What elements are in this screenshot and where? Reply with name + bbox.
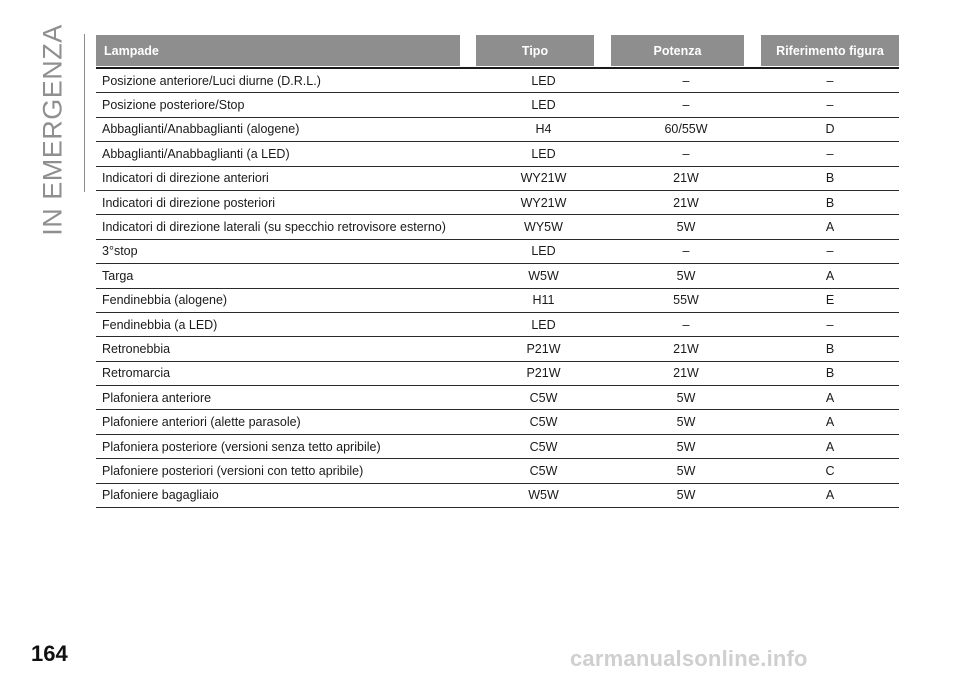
- cell-figure-ref: A: [761, 483, 899, 507]
- cell-figure-ref: –: [761, 93, 899, 117]
- lamp-table: [96, 34, 899, 508]
- cell-figure-ref: E: [761, 288, 899, 312]
- cell-lamp-name: Plafoniera anteriore: [96, 386, 476, 410]
- cell-figure-ref: A: [761, 264, 899, 288]
- table-row: [96, 410, 899, 434]
- table-row: [96, 312, 899, 336]
- cell-power: –: [611, 68, 761, 93]
- header-lampade: Lampade: [96, 34, 476, 68]
- cell-lamp-name: Fendinebbia (alogene): [96, 288, 476, 312]
- cell-lamp-name: Abbaglianti/Anabbaglianti (a LED): [96, 142, 476, 166]
- table-row: [96, 142, 899, 166]
- cell-type: C5W: [476, 434, 611, 458]
- cell-type: WY21W: [476, 190, 611, 214]
- cell-figure-ref: B: [761, 190, 899, 214]
- cell-type: P21W: [476, 361, 611, 385]
- cell-type: W5W: [476, 483, 611, 507]
- cell-power: 5W: [611, 215, 761, 239]
- cell-power: 5W: [611, 483, 761, 507]
- cell-lamp-name: Targa: [96, 264, 476, 288]
- cell-lamp-name: Plafoniera posteriore (versioni senza tetto apribile): [96, 434, 476, 458]
- cell-type: C5W: [476, 410, 611, 434]
- cell-lamp-name: Indicatori di direzione laterali (su specchio retrovisore esterno): [96, 215, 476, 239]
- cell-figure-ref: A: [761, 410, 899, 434]
- cell-power: 21W: [611, 361, 761, 385]
- cell-type: LED: [476, 312, 611, 336]
- cell-power: –: [611, 142, 761, 166]
- cell-lamp-name: Retronebbia: [96, 337, 476, 361]
- cell-figure-ref: B: [761, 337, 899, 361]
- cell-lamp-name: Retromarcia: [96, 361, 476, 385]
- cell-type: LED: [476, 93, 611, 117]
- cell-type: H4: [476, 117, 611, 141]
- table-header-row: [96, 34, 899, 68]
- cell-type: LED: [476, 239, 611, 263]
- section-divider: [84, 34, 85, 192]
- table-row: [96, 288, 899, 312]
- cell-figure-ref: A: [761, 434, 899, 458]
- cell-power: 5W: [611, 434, 761, 458]
- cell-lamp-name: 3°stop: [96, 239, 476, 263]
- cell-lamp-name: Abbaglianti/Anabbaglianti (alogene): [96, 117, 476, 141]
- table-row: [96, 361, 899, 385]
- cell-type: WY5W: [476, 215, 611, 239]
- section-title: IN EMERGENZA: [37, 24, 68, 236]
- cell-figure-ref: B: [761, 166, 899, 190]
- header-riferimento-figura: Riferimento figura: [761, 34, 899, 68]
- page-number: 164: [31, 641, 68, 666]
- cell-figure-ref: –: [761, 142, 899, 166]
- table-row: [96, 166, 899, 190]
- cell-lamp-name: Plafoniere posteriori (versioni con tetto apribile): [96, 459, 476, 483]
- table-row: [96, 459, 899, 483]
- cell-power: 55W: [611, 288, 761, 312]
- cell-lamp-name: Plafoniere anteriori (alette parasole): [96, 410, 476, 434]
- header-tipo: Tipo: [476, 34, 611, 68]
- cell-figure-ref: –: [761, 312, 899, 336]
- table-row: [96, 239, 899, 263]
- table-row: [96, 117, 899, 141]
- cell-type: P21W: [476, 337, 611, 361]
- cell-type: LED: [476, 142, 611, 166]
- cell-power: 21W: [611, 337, 761, 361]
- cell-lamp-name: Posizione posteriore/Stop: [96, 93, 476, 117]
- cell-type: WY21W: [476, 166, 611, 190]
- cell-type: W5W: [476, 264, 611, 288]
- cell-lamp-name: Indicatori di direzione posteriori: [96, 190, 476, 214]
- cell-lamp-name: Posizione anteriore/Luci diurne (D.R.L.): [96, 68, 476, 93]
- cell-figure-ref: D: [761, 117, 899, 141]
- cell-lamp-name: Fendinebbia (a LED): [96, 312, 476, 336]
- cell-figure-ref: A: [761, 215, 899, 239]
- cell-power: –: [611, 239, 761, 263]
- table-row: [96, 434, 899, 458]
- cell-figure-ref: –: [761, 239, 899, 263]
- cell-type: LED: [476, 68, 611, 93]
- cell-power: –: [611, 312, 761, 336]
- cell-figure-ref: C: [761, 459, 899, 483]
- cell-power: 5W: [611, 264, 761, 288]
- cell-type: C5W: [476, 459, 611, 483]
- table-row: [96, 68, 899, 93]
- cell-power: 5W: [611, 410, 761, 434]
- watermark: carmanualsonline.info: [570, 646, 808, 671]
- cell-power: 60/55W: [611, 117, 761, 141]
- cell-power: 21W: [611, 190, 761, 214]
- table-row: [96, 337, 899, 361]
- table-row: [96, 483, 899, 507]
- table-row: [96, 386, 899, 410]
- cell-power: 5W: [611, 459, 761, 483]
- cell-lamp-name: Indicatori di direzione anteriori: [96, 166, 476, 190]
- cell-power: 21W: [611, 166, 761, 190]
- table-row: [96, 93, 899, 117]
- cell-figure-ref: –: [761, 68, 899, 93]
- table-row: [96, 215, 899, 239]
- cell-power: 5W: [611, 386, 761, 410]
- cell-figure-ref: B: [761, 361, 899, 385]
- cell-figure-ref: A: [761, 386, 899, 410]
- table-row: [96, 190, 899, 214]
- cell-lamp-name: Plafoniere bagagliaio: [96, 483, 476, 507]
- cell-type: C5W: [476, 386, 611, 410]
- header-potenza: Potenza: [611, 34, 761, 68]
- cell-power: –: [611, 93, 761, 117]
- cell-type: H11: [476, 288, 611, 312]
- table-row: [96, 264, 899, 288]
